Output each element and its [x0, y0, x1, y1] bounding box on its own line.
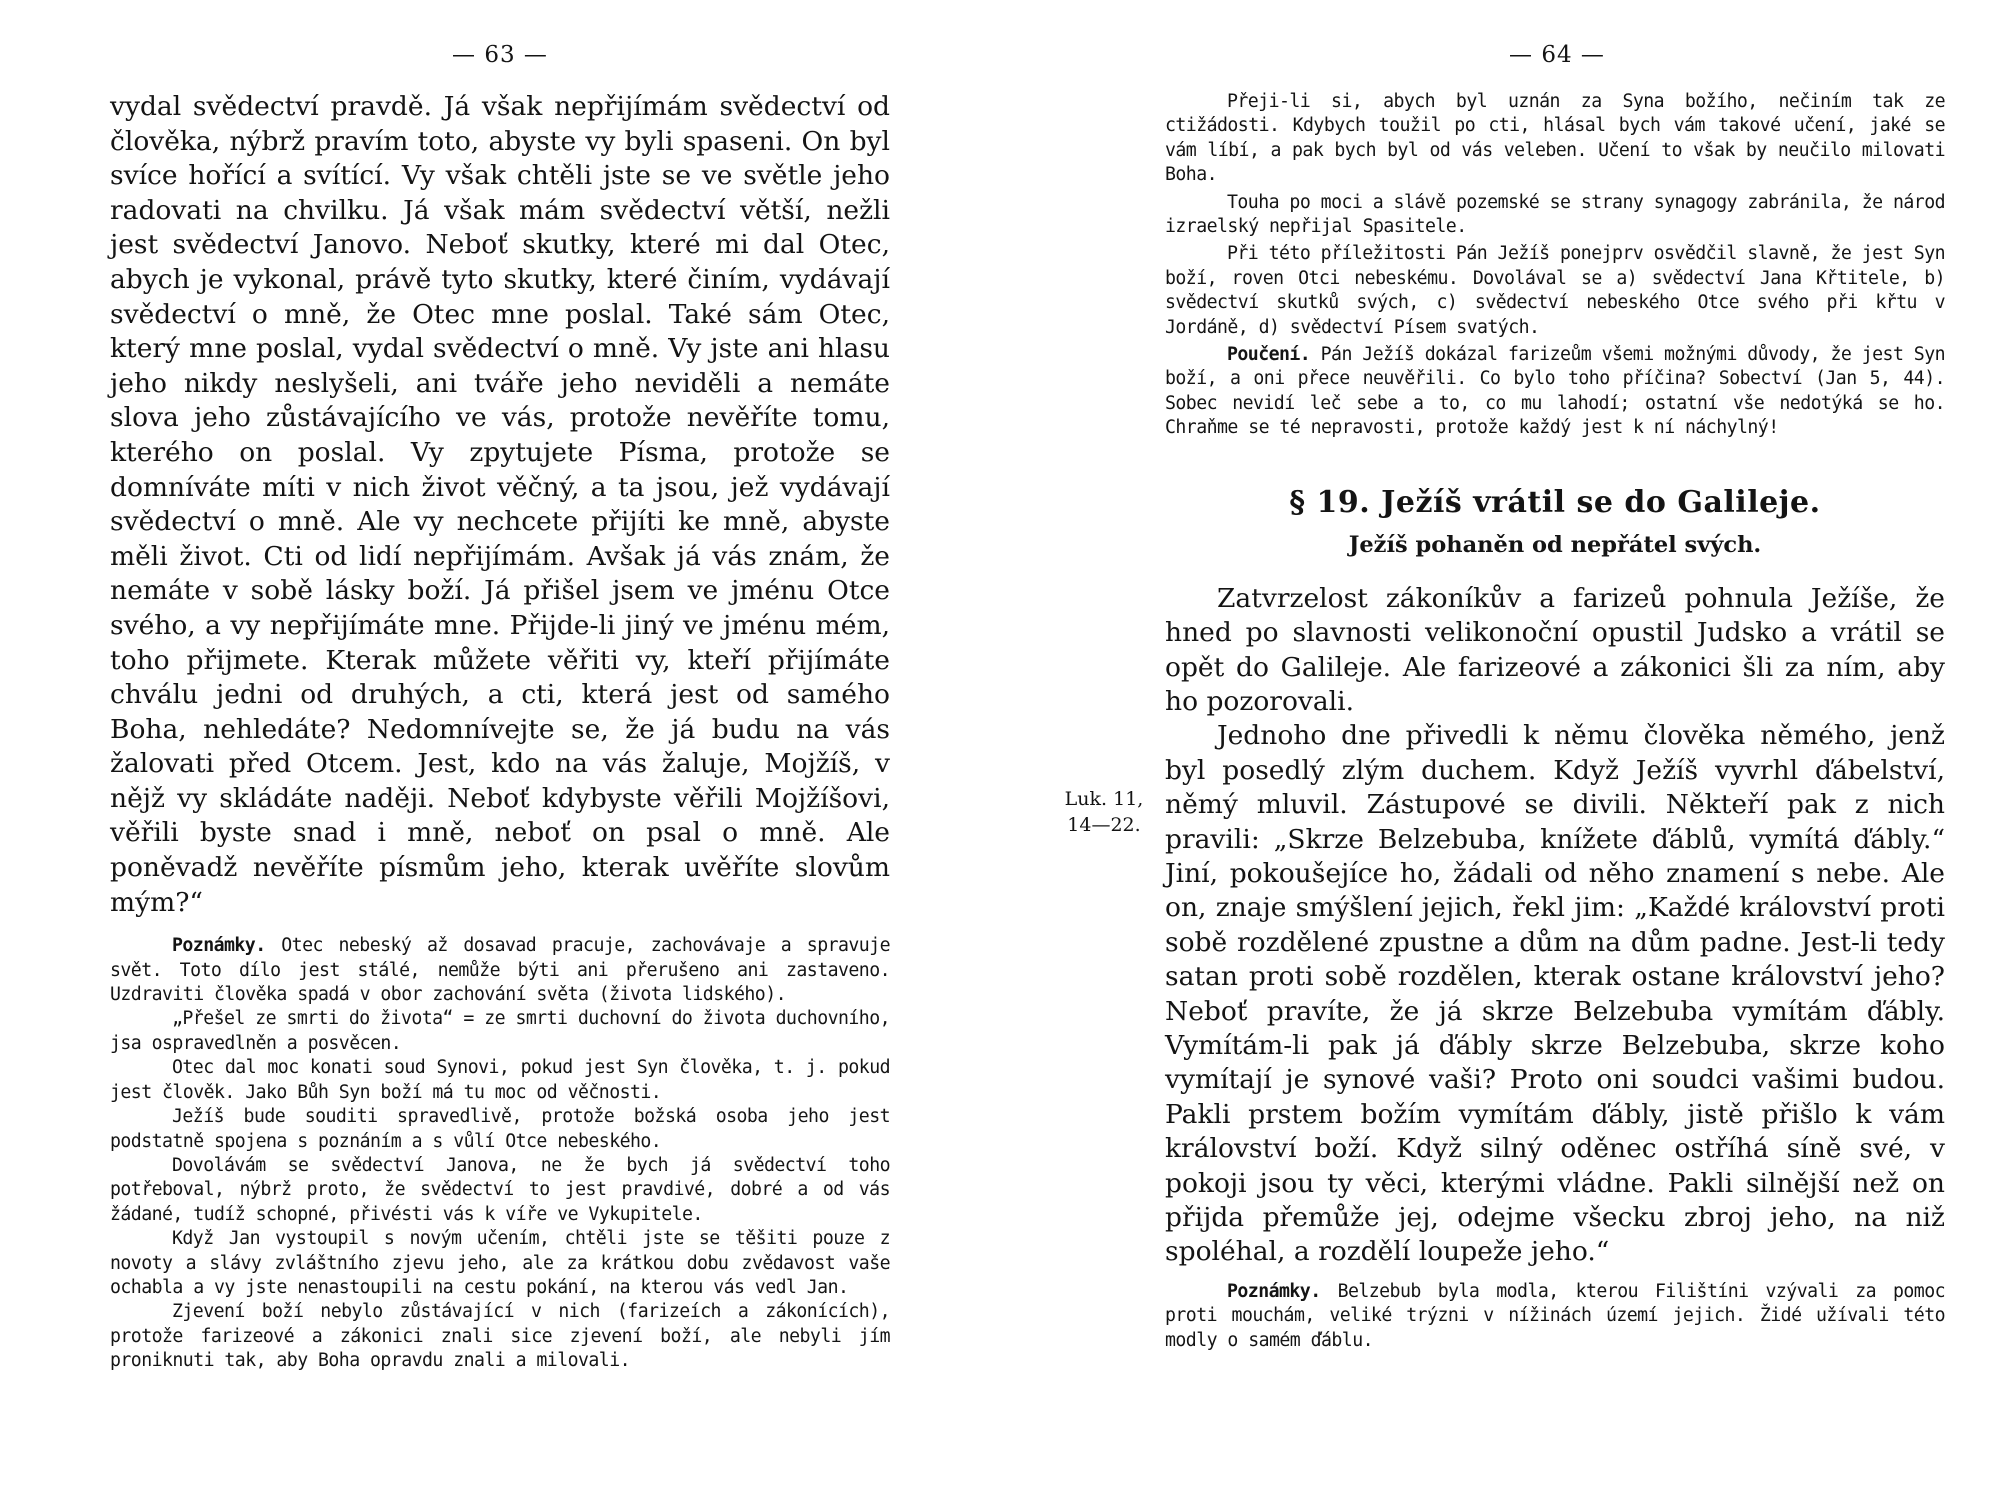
- note-text: Belzebub byla modla, kterou Filištíni vzývali za pomoc proti mouchám, veliké trýzni v nížinách území jejich. Židé užívali této modly o samém ďáblu.: [1165, 1280, 1945, 1351]
- page-number: — 64 —: [1509, 42, 1605, 68]
- commentary-paragraph: Touha po moci a slávě pozemské se strany synagogy zabránila, že národ izraelský nepřijal Spasitele.: [1165, 191, 1945, 238]
- lesson-text: Pán Ježíš dokázal farizeům všemi možnými důvody, že jest Syn boží, a oni přece neuvěřili. Co bylo toho příčina? Sobectví (Jan 5, 44). Sobec nevidí leč sebe a to, co mu lahodí; ostatní vše nedotýká se ho. Chraňme se té nepravosti, protože každý jest k ní náchylný!: [1165, 344, 1945, 439]
- commentary-paragraph: Při této příležitosti Pán Ježíš ponejprv osvědčil slavně, že jest Syn boží, roven Otci nebeskému. Dovolával se a) svědectví Jana Křtitele, b) svědectví skutků svých, c) svědectví nebeského Otce svého při křtu v Jordáně, d) svědectví Písem svatých.: [1165, 243, 1945, 338]
- margin-reference-line: 14—22.: [1067, 814, 1141, 836]
- note-paragraph: [110, 934, 890, 1007]
- main-text: [1165, 582, 1945, 1270]
- note-text: Otec nebeský až dosavad pracuje, zachovávaje a spravuje svět. Toto dílo jest stálé, nemůže býti ani přerušeno ani zastaveno. Uzdraviti člověka spadá v obor zachování světa (života lidského).: [110, 935, 890, 1006]
- note-paragraph: Když Jan vystoupil s novým učením, chtěli jste se těšiti pouze z novoty a slávy zvláštního zjevu jeho, ale za krátkou dobu zvědavost vaše ochabla a vy jste nenastoupili na cestu pokání, na kterou vás vedl Jan.: [110, 1228, 890, 1298]
- left-column: [110, 90, 890, 1374]
- commentary-paragraph: Přeji-li si, abych byl uznán za Syna božího, nečiním tak ze ctižádosti. Kdybych toužil po cti, hlásal bych vám takové učení, jaké se vám líbí, a pak bych byl od vás veleben. Učení to však by neučilo milovati Boha.: [1165, 91, 1945, 186]
- main-paragraph: Zatvrzelost zákoníkův a farizeů pohnula Ježíše, že hned po slavnosti velikonoční opustil Judsko a vrátil se opět do Galileje. Ale farizeové a zákonici šli za ním, aby ho pozorovali.: [1165, 582, 1945, 717]
- main-text: vydal svědectví pravdě. Já však nepřijímám svědectví od člověka, nýbrž pravím toto, abyste vy byli spaseni. On byl svíce hořící a svítící. Vy však chtěli jste se ve světle jeho radovati na chvilku. Já však mám svědectví větší, nežli jest svědectví Janovo. Neboť skutky, které mi dal Otec, abych je vykonal, právě tyto skutky, které činím, vydávají svědectví o mně, že Otec mne poslal. Také sám Otec, který mne poslal, vydal svědectví o mně. Vy jste ani hlasu jeho nikdy neslyšeli, ani tváře jeho neviděli a nemáte slova jeho zůstávajícího ve vás, protože nevěříte tomu, kterého on poslal. Vy zpytujete Písma, protože se domníváte míti v nich život věčný, a ta jsou, jež vydávají svědectví o mně. Ale vy nechcete přijíti ke mně, abyste měli život. Cti od lidí nepřijímám. Avšak já vás znám, že nemáte v sobě lásky boží. Já přišel jsem ve jménu Otce svého, a vy nepřijímáte mne. Přijde-li jiný ve jménu mém, toho přijmete. Kterak můžete věřiti vy, kteří přijímáte chválu jedni od druhých, a cti, která jest od samého Boha, nehledáte? Nedomnívejte se, že já budu na vás žalovati před Otcem. Jest, kdo na vás žaluje, Mojžíš, v nějž vy skládáte naději. Neboť kdybyste věřili Mojžíšovi, věřili byste snad i mně, neboť on psal o mně. Ale poněvadž nevěříte písmům jeho, kterak uvěříte slovům mým?“: [110, 91, 890, 918]
- lesson-label: Poučení.: [1227, 344, 1311, 366]
- note-paragraph: Dovolávám se svědectví Janova, ne že bych já svědectví toho potřeboval, nýbrž proto, že svědectví to jest pravdivé, dobré a od vás žádané, tudíž schopné, přivésti vás k víře ve Vykupitele.: [110, 1154, 890, 1225]
- notes-block: [1165, 1280, 1945, 1353]
- notes-label: Poznámky.: [1227, 1280, 1321, 1302]
- margin-reference: [1059, 786, 1149, 838]
- commentary-block: [1165, 90, 1945, 441]
- note-paragraph: Otec dal moc konati soud Synovi, pokud jest Syn člověka, t. j. pokud jest člověk. Jako Bůh Syn boží má tu moc od věčnosti.: [110, 1057, 890, 1103]
- note-paragraph: [1165, 1280, 1945, 1353]
- right-page: [997, 0, 1994, 1500]
- margin-reference-line: Luk. 11,: [1064, 788, 1144, 810]
- main-paragraph: Jednoho dne přivedli k němu člověka němého, jenž byl posedlý zlým duchem. Když Ježíš vyvrhl ďábelství, němý mluvil. Zástupové se divili. Někteří pak z nich pravili: „Skrze Belzebuba, knížete ďáblů, vymítá ďábly.“ Jiní, pokoušejíce ho, žádali od něho znamení s nebe. Ale on, znaje smýšlení jejich, řekl jim: „Každé království proti sobě rozdělené zpustne a dům na dům padne. Jest-li tedy satan proti sobě rozdělen, kterak ostane království jeho? Neboť pravíte, že já skrze Belzebuba vymítám ďábly. Vymítám-li pak já ďábly skrze Belzebuba, skrze koho vymítají je synové vaši? Proto oni soudci vašimi budou. Pakli prstem božím vymítám ďábly, jistě přišlo k vám království boží. Když silný oděnec ostříhá síně své, v pokoji jsou ty věci, kterými vládne. Pakli silnější než on přijda přemůže jej, odejme všecku zbroj jeho, na niž spoléhal, a rozdělí loupeže jeho.“: [1165, 720, 1945, 1268]
- page-number: — 63 —: [452, 42, 548, 68]
- notes-block: [110, 934, 890, 1373]
- lesson-paragraph: [1165, 343, 1945, 441]
- notes-label: Poznámky.: [172, 935, 266, 957]
- note-paragraph: „Přešel ze smrti do života“ = ze smrti duchovní do života duchovního, jsa ospravedlněn a posvěcen.: [110, 1008, 890, 1054]
- note-paragraph: Ježíš bude souditi spravedlivě, protože božská osoba jeho jest podstatně spojena s poznáním a s vůlí Otce nebeského.: [110, 1106, 890, 1152]
- section-heading: § 19. Ježíš vrátil se do Galileje.: [1289, 484, 1821, 520]
- section-subheading: Ježíš pohaněn od nepřátel svých.: [1348, 531, 1762, 558]
- right-column: [1165, 90, 1945, 1353]
- note-paragraph: Zjevení boží nebylo zůstávající v nich (farizeích a zákonících), protože farizeové a zákonici znali sice zjevení boží, ale nebyli jím proniknuti tak, aby Boha opravdu znali a milovali.: [110, 1301, 890, 1372]
